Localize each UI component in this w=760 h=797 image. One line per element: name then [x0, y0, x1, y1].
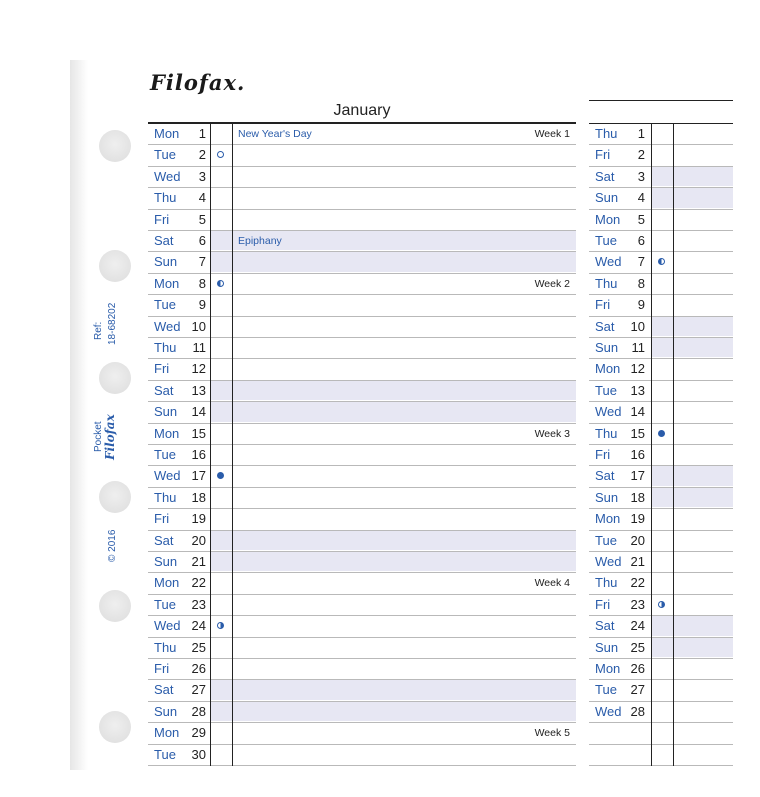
day-name: Sat	[154, 532, 174, 548]
weekend-shading	[211, 702, 576, 721]
day-number: 14	[191, 404, 206, 420]
day-number: 26	[191, 661, 206, 676]
day-number: 23	[191, 596, 206, 612]
day-name: Wed	[154, 468, 181, 484]
day-row[interactable]	[589, 188, 733, 209]
day-name: Mon	[154, 126, 180, 141]
day-row[interactable]	[148, 295, 576, 316]
day-row[interactable]	[148, 616, 576, 637]
day-number: 19	[191, 511, 206, 527]
day-row[interactable]	[589, 595, 733, 616]
weekend-shading	[211, 188, 576, 207]
day-row[interactable]	[148, 145, 576, 166]
day-name: Wed	[154, 318, 181, 334]
week-number: Week 4	[534, 577, 570, 590]
day-row[interactable]	[589, 745, 733, 766]
day-name: Mon	[595, 211, 621, 227]
weekend-shading	[211, 167, 576, 186]
weekend-shading	[211, 488, 576, 507]
day-number: 28	[191, 703, 206, 719]
day-name: Mon	[595, 511, 621, 527]
day-row[interactable]	[589, 573, 733, 594]
weekend-shading	[211, 381, 576, 400]
weekend-shading	[211, 638, 576, 657]
weekend-shading	[211, 274, 576, 293]
day-row[interactable]	[589, 167, 733, 188]
weekend-shading	[211, 402, 576, 421]
day-number: 3	[198, 168, 206, 184]
weekend-shading	[652, 338, 733, 357]
day-number: 25	[630, 639, 645, 655]
day-row[interactable]	[589, 359, 733, 380]
day-row[interactable]	[148, 381, 576, 402]
day-name: Wed	[595, 404, 622, 420]
day-name: Thu	[595, 126, 618, 141]
day-name: Tue	[595, 682, 617, 698]
weekend-shading	[652, 167, 733, 186]
day-row[interactable]	[148, 745, 576, 766]
left-calendar-column	[148, 123, 576, 769]
day-name: Sun	[595, 639, 619, 655]
day-row[interactable]	[589, 252, 733, 273]
day-row[interactable]	[148, 595, 576, 616]
day-number: 9	[637, 297, 645, 313]
weekend-shading	[211, 509, 576, 528]
day-row[interactable]	[589, 616, 733, 637]
column-divider	[210, 124, 211, 766]
day-name: Thu	[154, 340, 177, 355]
column-divider	[673, 124, 674, 766]
day-row[interactable]	[589, 145, 733, 166]
day-name: Tue	[154, 297, 176, 313]
day-number: 17	[191, 468, 206, 484]
day-number: 8	[637, 275, 645, 291]
day-number: 12	[630, 361, 645, 377]
weekend-shading	[211, 359, 576, 378]
weekend-shading	[211, 616, 576, 635]
day-row[interactable]	[148, 402, 576, 423]
weekend-shading	[652, 702, 733, 721]
day-number: 22	[630, 575, 645, 591]
day-row[interactable]	[148, 573, 576, 594]
day-name: Sun	[154, 554, 178, 569]
day-name: Tue	[154, 596, 176, 612]
day-number: 20	[630, 532, 645, 548]
day-number: 25	[191, 639, 206, 655]
day-row[interactable]	[589, 424, 733, 445]
day-name: Sun	[595, 190, 619, 206]
day-row[interactable]	[589, 702, 733, 723]
day-name: Sun	[595, 340, 619, 355]
day-row[interactable]	[148, 488, 576, 509]
day-number: 14	[630, 404, 645, 420]
day-number: 27	[191, 682, 206, 698]
day-number: 4	[198, 190, 206, 206]
day-name: Fri	[595, 297, 611, 313]
day-name: Sat	[154, 382, 174, 398]
weekend-shading	[211, 424, 576, 443]
day-name: Tue	[595, 532, 617, 548]
day-row[interactable]	[148, 317, 576, 338]
day-number: 18	[191, 489, 206, 505]
day-number: 15	[630, 425, 645, 441]
day-number: 10	[630, 318, 645, 334]
first-moon-icon	[658, 601, 665, 608]
binder-hole	[99, 362, 131, 394]
weekend-shading	[652, 317, 733, 336]
day-number: 24	[191, 618, 206, 634]
day-number: 20	[191, 532, 206, 548]
day-name: Fri	[154, 661, 170, 676]
ref-label: Ref:	[93, 321, 104, 340]
right-calendar-column	[589, 123, 733, 769]
weekend-shading	[211, 252, 576, 271]
week-number: Week 2	[534, 277, 570, 290]
weekend-shading	[211, 210, 576, 229]
day-name: Fri	[154, 211, 170, 227]
weekend-shading	[652, 210, 733, 229]
binder-hole	[99, 711, 131, 743]
day-name: Wed	[154, 618, 181, 634]
day-name: Sat	[154, 682, 174, 698]
day-row[interactable]	[148, 274, 576, 295]
day-name: Sun	[154, 404, 178, 420]
day-name: Sat	[595, 618, 615, 634]
day-row[interactable]	[148, 359, 576, 380]
weekend-shading	[211, 595, 576, 614]
day-number: 1	[637, 126, 645, 141]
day-number: 22	[191, 575, 206, 591]
column-divider	[232, 124, 233, 766]
day-name: Fri	[595, 596, 611, 612]
day-name: Thu	[154, 639, 177, 655]
day-name: Thu	[154, 489, 177, 505]
day-name: Sat	[595, 318, 615, 334]
day-row[interactable]	[589, 531, 733, 552]
day-row[interactable]	[148, 338, 576, 359]
day-row[interactable]	[589, 638, 733, 659]
day-name: Tue	[154, 147, 176, 163]
day-name: Fri	[154, 511, 170, 527]
day-row[interactable]	[148, 531, 576, 552]
last-moon-icon	[217, 280, 224, 287]
day-name: Tue	[154, 447, 176, 462]
weekend-shading	[652, 359, 733, 378]
day-number: 11	[631, 340, 645, 355]
day-row[interactable]	[589, 381, 733, 402]
day-row[interactable]	[148, 680, 576, 701]
day-number: 2	[637, 147, 645, 163]
weekend-shading	[211, 680, 576, 699]
day-number: 23	[630, 596, 645, 612]
weekend-shading	[652, 466, 733, 485]
weekend-shading	[211, 723, 576, 742]
day-row[interactable]	[148, 231, 576, 252]
day-row[interactable]	[148, 124, 576, 145]
day-number: 16	[191, 447, 206, 462]
day-row[interactable]	[589, 445, 733, 466]
weekend-shading	[652, 573, 733, 592]
weekend-shading	[211, 552, 576, 571]
weekend-shading	[211, 573, 576, 592]
ref-code: 18-68202	[107, 302, 118, 345]
day-number: 16	[630, 447, 645, 462]
weekend-shading	[652, 188, 733, 207]
day-name: Mon	[154, 425, 180, 441]
day-row[interactable]	[589, 402, 733, 423]
page-edge-shadow	[70, 60, 88, 770]
day-name: Wed	[595, 703, 622, 719]
weekend-shading	[211, 531, 576, 550]
day-number: 30	[191, 746, 206, 762]
day-row[interactable]	[589, 210, 733, 231]
month-title: January	[148, 100, 576, 123]
day-name: Fri	[595, 447, 611, 462]
next-month-header-rule	[589, 100, 733, 101]
weekend-shading	[652, 552, 733, 571]
day-name: Wed	[154, 168, 181, 184]
day-name: Tue	[595, 233, 617, 248]
day-row[interactable]	[589, 552, 733, 573]
weekend-shading	[211, 466, 576, 485]
day-row[interactable]	[589, 231, 733, 252]
weekend-shading	[211, 295, 576, 314]
weekend-shading	[652, 445, 733, 464]
weekend-shading	[652, 381, 733, 400]
weekend-shading	[652, 531, 733, 550]
weekend-shading	[211, 659, 576, 678]
day-row[interactable]	[589, 723, 733, 744]
day-number: 9	[198, 297, 206, 313]
day-name: Wed	[595, 554, 622, 569]
day-row[interactable]	[148, 252, 576, 273]
day-number: 7	[198, 254, 206, 270]
day-row[interactable]	[148, 445, 576, 466]
day-number: 26	[630, 661, 645, 676]
day-number: 21	[630, 554, 645, 569]
day-number: 27	[630, 682, 645, 698]
day-name: Mon	[154, 275, 180, 291]
weekend-shading	[652, 659, 733, 678]
day-name: Sat	[595, 468, 615, 484]
day-number: 4	[637, 190, 645, 206]
week-number: Week 1	[534, 128, 570, 140]
binder-hole	[99, 590, 131, 622]
day-number: 5	[637, 211, 645, 227]
weekend-shading	[652, 402, 733, 421]
day-row[interactable]	[589, 295, 733, 316]
day-name: Sun	[154, 254, 178, 270]
day-number: 8	[198, 275, 206, 291]
weekend-shading	[211, 745, 576, 764]
day-name: Fri	[154, 361, 170, 377]
day-name: Mon	[595, 661, 621, 676]
weekend-shading	[211, 338, 576, 357]
binder-hole	[99, 130, 131, 162]
day-row[interactable]	[589, 466, 733, 487]
weekend-shading	[652, 745, 733, 764]
day-number: 1	[198, 126, 206, 141]
copyright: © 2016	[107, 529, 118, 562]
weekend-shading	[652, 616, 733, 635]
holiday-label: Epiphany	[238, 235, 282, 247]
day-number: 11	[192, 340, 206, 355]
day-row[interactable]	[589, 317, 733, 338]
day-name: Fri	[595, 147, 611, 163]
day-number: 3	[637, 168, 645, 184]
day-number: 15	[191, 425, 206, 441]
day-row[interactable]	[148, 466, 576, 487]
day-row[interactable]	[589, 509, 733, 530]
day-row[interactable]	[148, 509, 576, 530]
day-number: 13	[630, 382, 645, 398]
day-name: Tue	[154, 746, 176, 762]
weekend-shading	[652, 274, 733, 293]
day-number: 24	[630, 618, 645, 634]
day-row[interactable]	[589, 274, 733, 295]
weekend-shading	[652, 488, 733, 507]
day-name: Sun	[595, 489, 619, 505]
binder-hole	[99, 250, 131, 282]
day-name: Thu	[595, 425, 618, 441]
day-number: 12	[191, 361, 206, 377]
day-number: 18	[630, 489, 645, 505]
weekend-shading	[652, 295, 733, 314]
day-name: Mon	[595, 361, 621, 377]
day-number: 10	[191, 318, 206, 334]
day-number: 28	[630, 703, 645, 719]
day-number: 6	[198, 233, 206, 248]
day-row[interactable]	[148, 638, 576, 659]
weekend-shading	[652, 231, 733, 250]
week-number: Week 5	[534, 727, 570, 740]
weekend-shading	[652, 638, 733, 657]
day-row[interactable]	[589, 659, 733, 680]
weekend-shading	[652, 509, 733, 528]
weekend-shading	[211, 317, 576, 336]
day-row[interactable]	[148, 702, 576, 723]
day-row[interactable]	[148, 552, 576, 573]
day-name: Thu	[595, 275, 618, 291]
day-name: Mon	[154, 575, 180, 591]
day-name: Sat	[595, 168, 615, 184]
weekend-shading	[652, 680, 733, 699]
weekend-shading	[211, 145, 576, 164]
day-row[interactable]	[148, 424, 576, 445]
day-row[interactable]	[589, 680, 733, 701]
day-name: Tue	[595, 382, 617, 398]
weekend-shading	[211, 445, 576, 464]
day-number: 21	[191, 554, 206, 569]
day-number: 19	[630, 511, 645, 527]
day-name: Thu	[154, 190, 177, 206]
week-number: Week 3	[534, 427, 570, 440]
day-number: 17	[630, 468, 645, 484]
day-name: Mon	[154, 725, 180, 741]
weekend-shading	[652, 723, 733, 742]
day-row[interactable]	[148, 188, 576, 209]
holiday-label: New Year's Day	[238, 128, 312, 140]
side-size-label: Pocket	[93, 421, 104, 452]
day-number: 29	[191, 725, 206, 741]
day-row[interactable]	[589, 338, 733, 359]
day-number: 5	[198, 211, 206, 227]
binder-hole	[99, 481, 131, 513]
side-filofax-logo: Filofax	[103, 414, 117, 460]
day-number: 6	[637, 233, 645, 248]
weekend-shading	[652, 145, 733, 164]
day-number: 2	[198, 147, 206, 163]
day-row[interactable]	[589, 488, 733, 509]
day-number: 13	[191, 382, 206, 398]
day-number: 7	[637, 254, 645, 270]
day-row[interactable]	[148, 659, 576, 680]
column-divider	[651, 124, 652, 766]
day-row[interactable]	[148, 167, 576, 188]
weekend-shading	[652, 124, 733, 143]
filofax-logo: Filofax.	[150, 70, 246, 95]
day-name: Wed	[595, 254, 622, 270]
day-row[interactable]	[148, 723, 576, 744]
day-name: Sat	[154, 233, 174, 248]
day-name: Thu	[595, 575, 618, 591]
day-row[interactable]	[148, 210, 576, 231]
full-moon-icon	[658, 430, 665, 437]
day-name: Sun	[154, 703, 178, 719]
day-row[interactable]	[589, 124, 733, 145]
